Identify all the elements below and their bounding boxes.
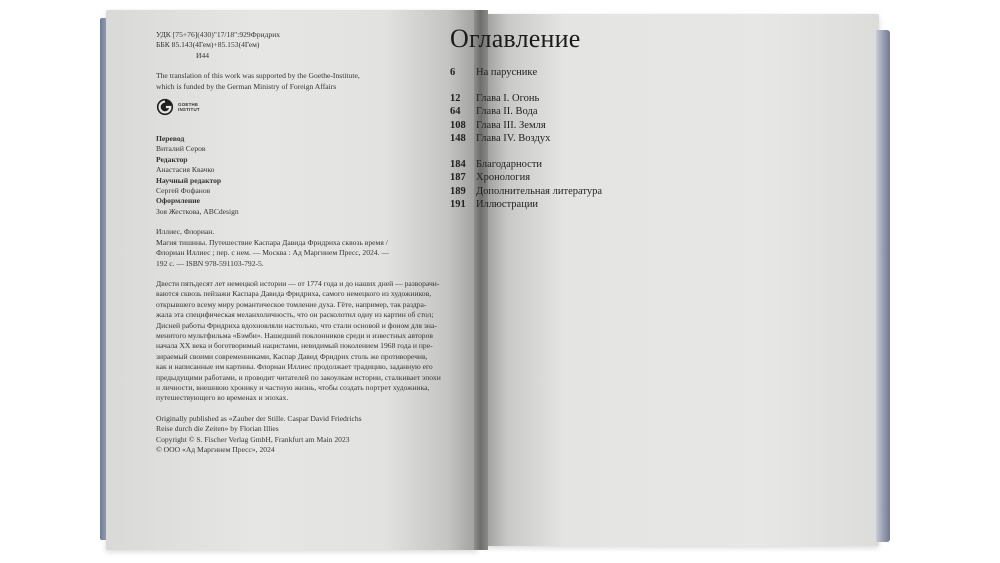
catalog-entry (156, 227, 456, 269)
toc-entry (450, 171, 750, 185)
annotation-line: Двести пятьдесят лет немецкой истории — от 1774 года и до наших дней — разворачи- (156, 278, 440, 288)
book-edge-right (876, 30, 890, 542)
goethe-logo-text (178, 102, 200, 112)
catalog-line: Магия тишины. Путешествие Каспара Давида Фридриха сквозь время / (156, 237, 388, 247)
toc-entry (450, 158, 750, 172)
toc-label: Хронология (476, 172, 531, 183)
catalog-line: Флориан Иллиес ; пер. с нем. — Москва : Ад Маргинем Пресс, 2024. — (156, 248, 389, 258)
annotation (156, 279, 456, 404)
toc-entry (450, 66, 750, 80)
udk-line: УДК [75+76](430)"17/18":929Фридрих (156, 30, 281, 39)
toc-page-number: 187 (450, 172, 466, 183)
author-mark: И44 (196, 50, 210, 60)
toc-group (450, 158, 750, 212)
toc-label: Глава IV. Воздух (476, 133, 551, 144)
toc-page-number: 108 (450, 119, 466, 131)
toc-label: Глава II. Вода (476, 106, 538, 117)
annotation-line: открывшего всему миру романтическое томление духа. Гёте, например, так раздра- (156, 299, 427, 309)
credit-role: Перевод (156, 134, 185, 144)
credit-name: Сергей Фофанов (156, 186, 211, 196)
original-line: Originally published as «Zauber der Stille. Caspar David Friedrichs (156, 413, 362, 423)
table-of-contents (450, 24, 750, 224)
annotation-line: зираемый своими современниками, Каспар Давид Фридрих столь же противоречив, (156, 351, 428, 361)
annotation-line: как и написанные им картины. Флориан Иллиес продолжает традицию, заданную его (156, 362, 433, 372)
original-edition (156, 414, 456, 456)
catalog-line: Иллиес, Флориан. (156, 227, 215, 237)
toc-page-number: 6 (450, 67, 456, 78)
toc-entry (450, 198, 750, 212)
udk-block (156, 30, 456, 61)
toc-page-number: 12 (450, 92, 461, 104)
annotation-line: Дисней работы Фридриха вдохновляли настолько, что стали основой и фоном для зна- (156, 320, 437, 330)
toc-group (450, 66, 750, 80)
original-line: Copyright © S. Fischer Verlag GmbH, Frankfurt am Main 2023 (156, 434, 350, 444)
toc-page-number: 64 (450, 106, 461, 117)
toc-label: На парусникe (476, 67, 538, 78)
credit-role: Редактор (156, 154, 188, 164)
credit-name: Зоя Жесткова, ABCdesign (156, 206, 239, 216)
toc-entry (450, 132, 750, 146)
annotation-line: начала XX века и боготворимый нацистами, невидимый поколением 1968 года и пре- (156, 341, 433, 351)
original-line: © ООО «Ад Маргинем Пресс», 2024 (156, 445, 275, 454)
toc-label: Иллюстрации (476, 199, 539, 210)
annotation-line: менитого мультфильма «Бэмби». Нашедший поклонников среди и известных авторов (156, 330, 433, 340)
toc-entry (450, 119, 750, 133)
goethe-note-line: The translation of this work was supported by the Goethe-Institute, (156, 71, 360, 81)
annotation-line: путешествующего во временах и эпохах. (156, 393, 289, 403)
annotation-line: жала эта специфическая меланхоличность, что он расколотил одну из картин об стол; (156, 310, 434, 320)
toc-group (450, 92, 750, 146)
credit-role: Оформление (156, 196, 200, 206)
toc-entry (450, 92, 750, 106)
toc-page-number: 148 (450, 133, 466, 144)
credit-role: Научный редактор (156, 175, 222, 185)
credits (156, 134, 456, 217)
annotation-line: предыдущими работами, и проводит читателей по закоулкам истории, сталкивает эпохи (156, 372, 441, 382)
original-line: Reise durch die Zeiten» by Florian Illies (156, 424, 279, 434)
toc-label: Благодарности (476, 158, 543, 170)
imprint-text (156, 30, 456, 455)
toc-title: Оглавление (450, 24, 581, 53)
goethe-note (156, 71, 456, 92)
toc-page-number: 184 (450, 158, 466, 170)
toc-entry (450, 185, 750, 199)
toc-entry (450, 105, 750, 119)
logo-word: INSTITUT (178, 107, 200, 113)
toc-page-number: 191 (450, 199, 466, 210)
catalog-line: 192 с. — ISBN 978-591103-792-5. (156, 258, 264, 268)
goethe-logo (156, 98, 456, 116)
logo-word: GOETHE (178, 102, 199, 108)
goethe-logo-icon (156, 98, 174, 116)
bbk-line: ББК 85.143(4Гем)+85.153(4Гем) (156, 40, 260, 50)
toc-page-number: 189 (450, 185, 466, 197)
goethe-note-line: which is funded by the German Ministry of Foreign Affairs (156, 81, 337, 91)
toc-label: Глава III. Земля (476, 119, 546, 131)
credit-name: Анастасия Квачко (156, 165, 215, 175)
annotation-line: и личности, внешнюю хронику и частную жизнь, чтобы создать портрет художника, (156, 382, 430, 392)
credit-name: Виталий Серов (156, 144, 206, 154)
toc-label: Дополнительная литература (476, 185, 602, 197)
toc-label: Глава I. Огонь (476, 92, 540, 104)
annotation-line: ваются сквозь пейзажи Каспара Давида Фридриха, самого немецкого из художников, (156, 289, 432, 299)
